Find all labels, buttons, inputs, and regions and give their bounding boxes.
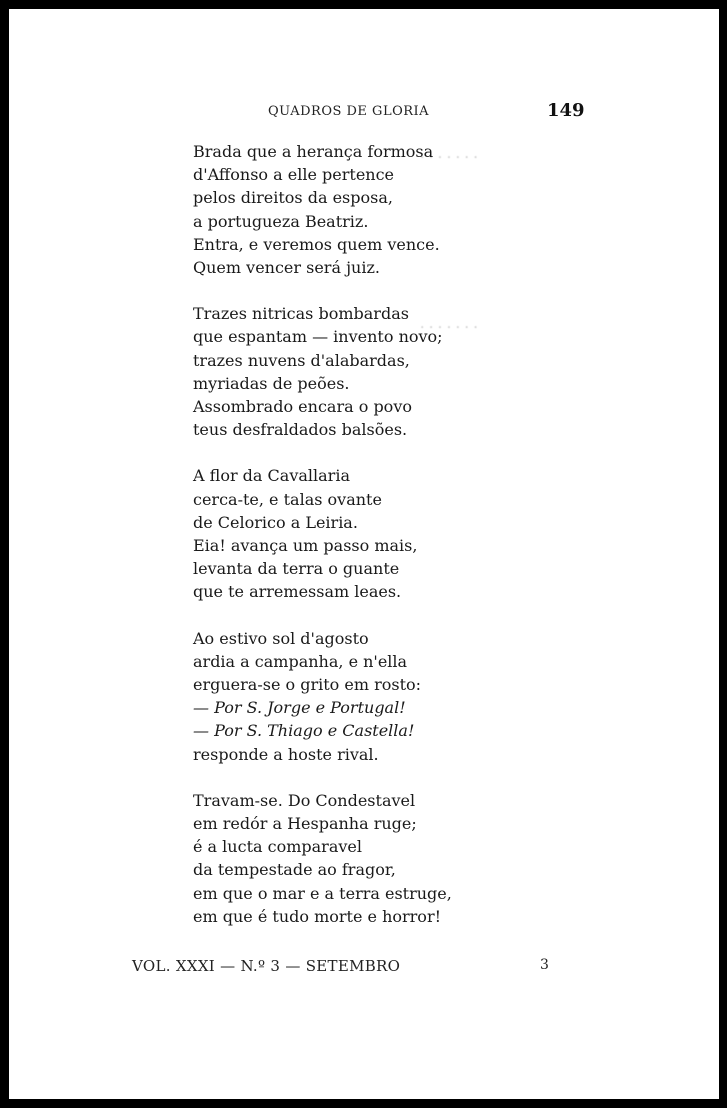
stanza-5 [193, 789, 513, 928]
stanza-4 [193, 627, 513, 766]
poem-line: teus desfraldados balsões. [193, 420, 408, 440]
poem-line: pelos direitos da esposa, [193, 188, 393, 208]
scan-border-left [0, 0, 9, 1108]
poem-line: responde a hoste rival. [193, 744, 379, 764]
poem-line: da tempestade ao fragor, [193, 860, 396, 880]
scan-border-right [719, 0, 727, 1108]
poem-line: cerca-te, e talas ovante [193, 489, 382, 509]
poem-line: ardia a campanha, e n'ella [193, 651, 408, 671]
poem-line: que espantam — invento novo; [193, 327, 443, 347]
stanza-3 [193, 464, 513, 603]
poem-line: Assombrado encara o povo [193, 397, 412, 417]
poem-line-italic: — Por S. Thiago e Castella! [193, 721, 415, 741]
poem-line: erguera-se o grito em rosto: [193, 675, 422, 695]
poem-line: a portugueza Beatriz. [193, 211, 369, 231]
poem [193, 140, 513, 951]
poem-line-italic: — Por S. Jorge e Portugal! [193, 698, 406, 718]
poem-line: é a lucta comparavel [193, 837, 362, 857]
poem-line: em que o mar e a terra estruge, [193, 883, 452, 903]
volume-signature: VOL. XXXI — N.º 3 — SETEMBRO [132, 957, 401, 975]
poem-line: Trazes nitricas bombardas [193, 304, 409, 324]
poem-line: Ao estivo sol d'agosto [193, 628, 369, 648]
poem-line: myriadas de peões. [193, 373, 350, 393]
poem-line: Travam-se. Do Condestavel [193, 790, 416, 810]
poem-line: Brada que a herança formosa [193, 142, 434, 161]
poem-line: levanta da terra o guante [193, 559, 400, 579]
poem-line: que te arremessam leaes. [193, 582, 402, 602]
sheet-number: 3 [540, 957, 549, 973]
poem-line: em que é tudo morte e horror! [193, 906, 442, 926]
poem-line: Entra, e veremos quem vence. [193, 234, 440, 254]
poem-line: Quem vencer será juiz. [193, 258, 380, 278]
poem-line: de Celorico a Leiria. [193, 512, 358, 532]
scan-border-bottom [0, 1099, 727, 1108]
stanza-2 [193, 302, 513, 441]
poem-line: Eia! avança um passo mais, [193, 536, 418, 556]
poem-line: trazes nuvens d'alabardas, [193, 350, 410, 370]
poem-line: A flor da Cavallaria [193, 466, 350, 486]
stanza-1 [193, 140, 513, 279]
scan-border-top [0, 0, 727, 9]
running-title: QUADROS DE GLORIA [268, 104, 430, 119]
poem-line: d'Affonso a elle pertence [193, 165, 395, 185]
poem-line: em redór a Hespanha ruge; [193, 814, 417, 834]
page-number: 149 [547, 100, 585, 121]
show-through-bleed: · · · · · · · [420, 320, 478, 336]
show-through-bleed: · · · · · · · [420, 150, 478, 166]
